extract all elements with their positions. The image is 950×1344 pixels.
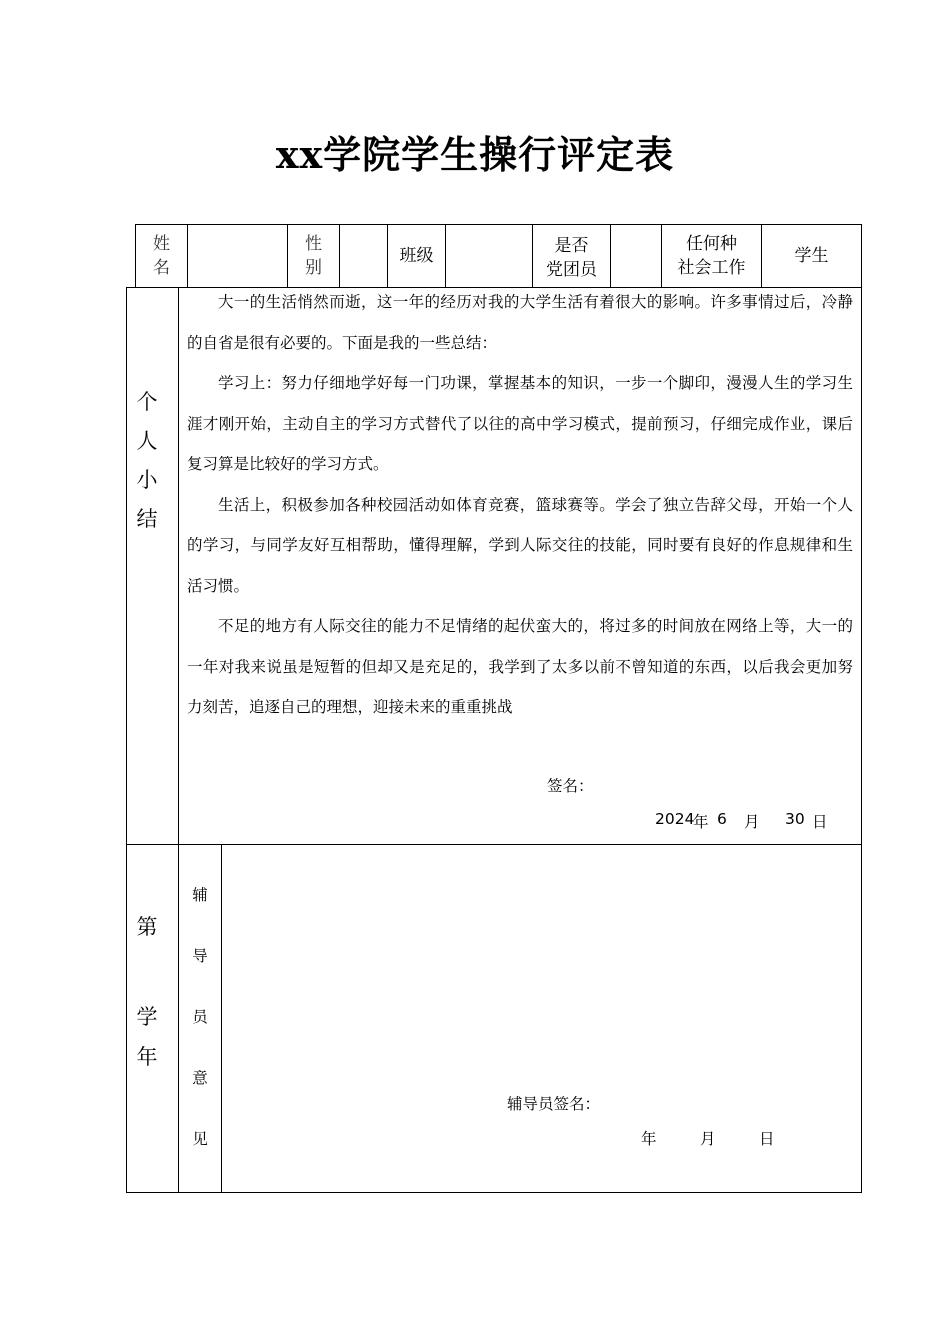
summary-date-year: 2024: [655, 810, 695, 828]
gender-label: [288, 225, 339, 287]
party-label-line2: 党团员: [546, 260, 597, 280]
summary-paragraph: 大一的生活悄然而逝，这一年的经历对我的大学生活有着很大的影响。许多事情过后，冷静的自省是很有必要的。下面是我的一些总结：: [187, 293, 853, 352]
opinion-label-char: 导: [192, 947, 208, 965]
advisor-date-year-label: 年: [641, 1130, 657, 1148]
opinion-label-char: 意: [192, 1069, 208, 1087]
summary-label-char: 结: [136, 507, 158, 531]
summary-paragraph: 生活上，积极参加各种校园活动如体育竞赛，篮球赛等。学会了独立告辞父母，开始一个人的学习，与同学友好互相帮助，懂得理解，学到人际交往的技能，同时要有良好的作息规律和生活习惯。: [187, 495, 853, 595]
advisor-opinion-label: [179, 865, 221, 1170]
advisor-signature-label: 辅导员签名：: [507, 1095, 601, 1113]
name-label: [136, 225, 187, 287]
summary-paragraph: 不足的地方有人际交往的能力不足情绪的起伏蛮大的，将过多的时间放在网络上等，大一的一年对我来说虽是短暂的但却又是充足的，我学到了太多以前不曾知道的东西，以后我会更加努力刻苦，追逐自己的理想，迎接未来的重重挑战: [187, 617, 853, 716]
advisor-date-day-label: 日: [759, 1130, 775, 1148]
party-member-label: [533, 225, 610, 287]
table-bottom-border: [126, 1192, 862, 1193]
summary-date-month-label: 月: [744, 813, 760, 831]
year-label-char: 学: [136, 1005, 158, 1029]
class-value-field[interactable]: [446, 225, 532, 287]
personal-summary-text: [187, 282, 853, 728]
summary-label-char: 人: [136, 429, 158, 453]
party-label-line1: 是否: [554, 236, 589, 256]
summary-date-day: 30: [785, 810, 805, 828]
academic-year-label: [127, 912, 167, 1072]
class-label: 班级: [399, 246, 434, 266]
gender-label-text: 性别: [305, 234, 322, 278]
party-member-value-field[interactable]: [611, 225, 661, 287]
opinion-label-char: 员: [192, 1008, 208, 1026]
social-work-value: 学生: [794, 246, 829, 266]
summary-date-day-label: 日: [812, 813, 828, 831]
page-title: xx学院学生操行评定表: [275, 132, 675, 177]
opinion-label-char: 辅: [192, 886, 208, 904]
summary-label-char: 个: [136, 390, 158, 414]
summary-date-month: 6: [717, 810, 727, 828]
student-signature-label: 签名：: [547, 777, 594, 795]
gender-value-field[interactable]: [340, 225, 387, 287]
personal-summary-label: [127, 383, 167, 539]
name-label-text: 姓名: [153, 234, 170, 278]
advisor-date-month-label: 月: [700, 1130, 716, 1148]
year-label-char: 年: [136, 1045, 158, 1069]
summary-label-char: 小: [136, 468, 158, 492]
table-right-border: [861, 224, 862, 1193]
summary-paragraph: 学习上：努力仔细地学好每一门功课，掌握基本的知识，一步一个脚印，漫漫人生的学习生涯才刚开始，主动自主的学习方式替代了以往的高中学习模式，提前预习，仔细完成作业，课后复习算是比较好的学习方式。: [187, 374, 853, 473]
name-value-field[interactable]: [188, 225, 287, 287]
role-label-line2: 社会工作: [677, 258, 746, 278]
role-label-line1: 任何种: [686, 234, 737, 254]
social-work-label: [662, 225, 761, 287]
opinion-label-char: 见: [192, 1130, 208, 1148]
summary-date-year-label: 年: [693, 813, 709, 831]
year-label-char: 第: [136, 915, 158, 939]
